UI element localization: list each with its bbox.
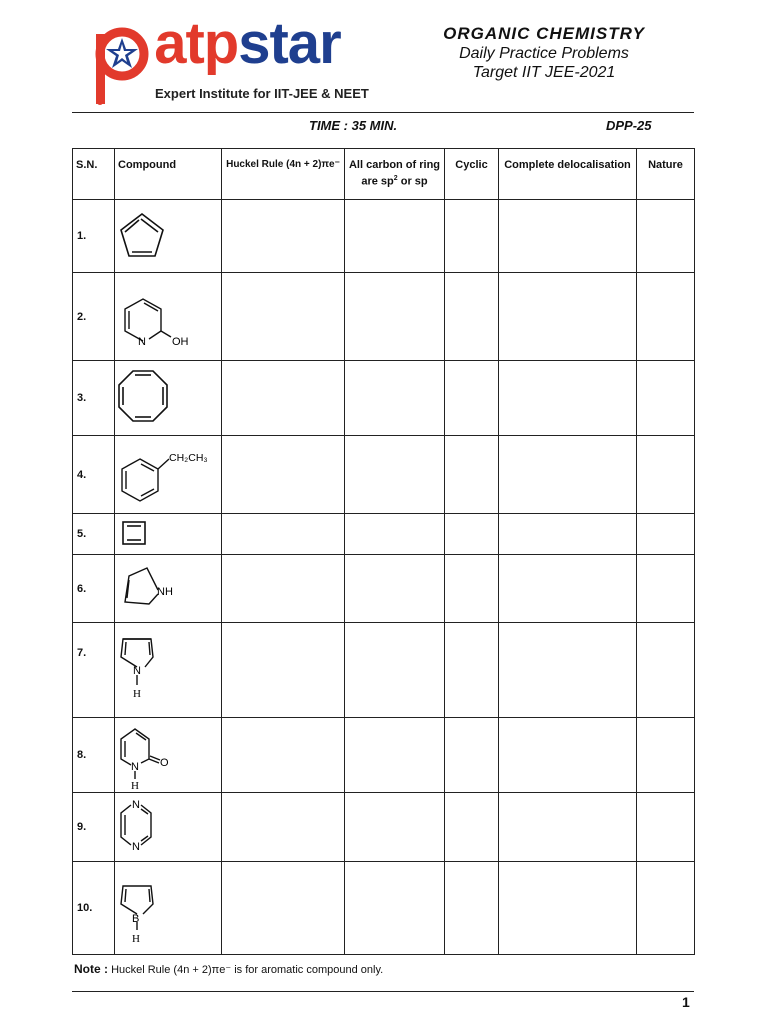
table-row [73,555,695,623]
row-sn: 2. [73,273,115,361]
header-sp-a: All carbon of ring [348,159,441,171]
header-cyclic: Cyclic [445,149,499,200]
atom-label-nh: NH [157,585,173,598]
tagline: Expert Institute for IIT-JEE & NEET [155,86,369,101]
logo-text-b: star [238,11,341,76]
atom-label-n: N [131,761,139,773]
atom-label-n: N [138,335,146,348]
header-sp [345,149,445,200]
target-title: Target IIT JEE-2021 [472,64,616,81]
dpp-label: DPP-25 [606,118,652,133]
header-sn: S.N. [73,149,115,200]
compound-cell [115,623,222,718]
compound-cell [115,200,222,273]
pyrazine-structure [115,795,220,859]
cyclooctatetraene-structure [115,365,220,431]
table-row [73,514,695,555]
header-sp-b: are sp [361,175,394,188]
atom-label-b: B [132,913,140,925]
header-sp-c: or sp [397,175,428,188]
note-text: Huckel Rule (4n + 2)πe⁻ is for aromatic compound only. [111,964,384,976]
atom-label-h: H [132,933,140,945]
atom-label-n-top: N [132,799,140,811]
footnote [74,962,383,976]
subtitle: Daily Practice Problems [459,45,629,62]
logo-text-mid: atp [124,11,239,76]
atom-label-oh: OH [172,335,189,348]
row-sn: 5. [73,514,115,555]
compound-cell [115,793,222,862]
page-number: 1 [682,994,690,1010]
atom-label-h: H [131,780,139,791]
atom-label-n-bottom: N [132,841,140,853]
table-row [73,793,695,862]
header-titles [404,24,684,82]
table-header-row [73,149,695,200]
pyridone-structure [115,719,220,791]
header-sp-sup: 2 [393,175,398,182]
table-row [73,862,695,955]
bottom-divider [72,991,694,992]
compound-cell [115,436,222,514]
cyclobutadiene-structure [115,516,220,552]
substituent-label: CH₂CH₃ [169,451,208,464]
time-label: TIME : 35 MIN. [309,118,398,133]
header-huckel: Huckel Rule (4n + 2)πe⁻ [222,149,345,200]
atom-label-o: O [160,757,169,769]
compound-cell [115,555,222,623]
pyrroline-structure [115,558,220,620]
compound-cell [115,273,222,361]
table-row [73,718,695,793]
hydroxypyridine-structure [115,275,220,359]
borole-structure [115,864,220,952]
compound-cell [115,361,222,436]
note-label: Note : [74,962,108,976]
table-row [73,200,695,273]
row-sn: 6. [73,555,115,623]
row-sn: 9. [73,793,115,862]
atom-label-n: N [133,665,141,677]
compound-cell [115,514,222,555]
practice-table [72,148,695,955]
header-compound: Compound [115,149,222,200]
top-divider [72,112,694,113]
header-nature: Nature [637,149,695,200]
cyclopentadiene-structure [115,206,220,266]
row-sn: 7. [73,623,115,718]
table-row [73,623,695,718]
header-delocal: Complete delocalisation [499,149,637,200]
subject-title: ORGANIC CHEMISTRY [443,24,645,43]
row-sn: 10. [73,862,115,955]
table-row [73,273,695,361]
table-row [73,361,695,436]
row-sn: 8. [73,718,115,793]
ethylbenzene-structure [115,439,220,511]
row-sn: 1. [73,200,115,273]
compound-cell [115,718,222,793]
compound-cell [115,862,222,955]
row-sn: 3. [73,361,115,436]
table-row [73,436,695,514]
row-sn: 4. [73,436,115,514]
pyrrole-structure [115,623,220,713]
atom-label-h: H [133,688,141,700]
